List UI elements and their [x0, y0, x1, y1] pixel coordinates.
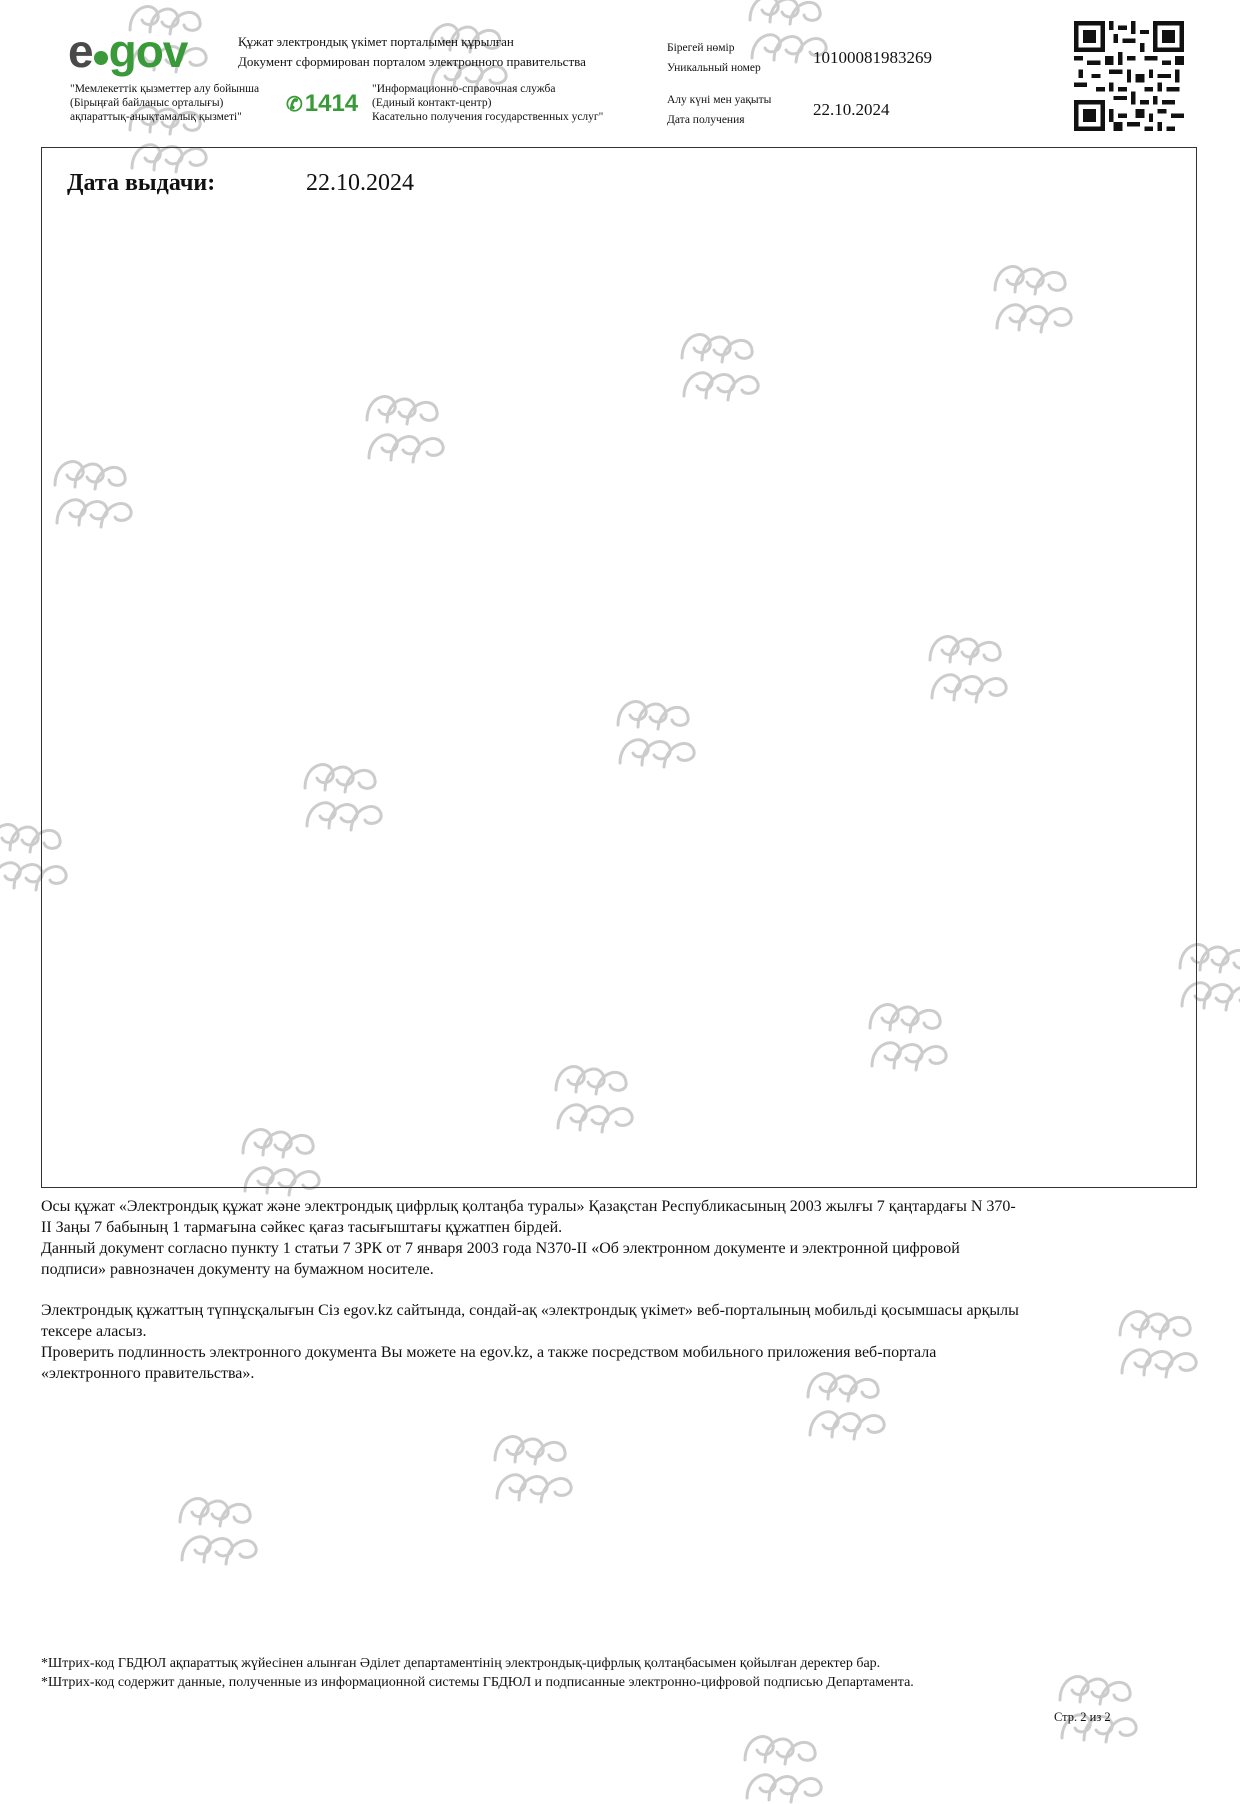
- portal-caption-kz: Құжат электрондық үкімет порталымен құрылған: [238, 34, 514, 49]
- portal-caption-ru: Документ сформирован порталом электронного правительства: [238, 54, 586, 69]
- logo-e: e: [68, 25, 93, 77]
- egov-logo[interactable]: [68, 25, 188, 77]
- date-received: 22.10.2024: [813, 100, 890, 119]
- service-kz-line: ақпараттық-анықтамалық қызметі": [70, 111, 242, 123]
- verify-kz-line: Электрондық құжаттың түпнұсқалығын Сіз egov.kz сайтында, сондай-ақ «электрондық үкімет» веб-порталының мобильді қосымшасы арқылы: [41, 1302, 1019, 1319]
- unique-number: 10100081983269: [813, 48, 932, 67]
- logo-gov: gov: [108, 25, 188, 77]
- watermark-ornament: [170, 1482, 266, 1566]
- service-info-ru: [372, 82, 603, 124]
- document-frame: [41, 147, 1197, 1188]
- page-number: Стр. 2 из 2: [1054, 1710, 1111, 1724]
- legal-ru-line: Данный документ согласно пункту 1 статьи 7 ЗРК от 7 января 2003 года N370-II «Об электронном документе и электронной цифровой: [41, 1240, 960, 1257]
- service-ru-line: "Информационно-справочная служба: [372, 83, 556, 95]
- barcode-note-kz: *Штрих-код ГБДЮЛ ақпараттық жүйесінен алынған Әділет департаментінің электрондық-цифрлық қолтаңбасымен қойылған деректер бар.: [41, 1656, 881, 1671]
- date-label-ru: Дата получения: [667, 114, 745, 126]
- issue-date-value: 22.10.2024: [306, 170, 414, 196]
- unique-number-label: [667, 38, 761, 78]
- legal-statement: [41, 1196, 1201, 1280]
- service-ru-line: (Единый контакт-центр): [372, 97, 492, 109]
- legal-ru-line: подписи» равнозначен документу на бумажном носителе.: [41, 1261, 434, 1278]
- unique-label-ru: Уникальный номер: [667, 62, 761, 74]
- barcode-note: [41, 1654, 1201, 1692]
- issue-date-label: Дата выдачи:: [67, 170, 216, 196]
- unique-label-kz: Бірегей нөмір: [667, 42, 735, 54]
- portal-caption: [238, 32, 586, 72]
- date-label-kz: Алу күні мен уақыты: [667, 94, 772, 106]
- verify-ru-line: «электронного правительства».: [41, 1365, 255, 1382]
- verify-ru-line: Проверить подлинность электронного документа Вы можете на egov.kz, а также посредством мобильного приложения веб-портала: [41, 1344, 937, 1361]
- service-info-kz: [70, 82, 259, 124]
- watermark-ornament: [485, 1420, 581, 1504]
- phone-number: 1414: [304, 90, 359, 117]
- legal-kz-line: Осы құжат «Электрондық құжат және электрондық цифрлық қолтаңба туралы» Қазақстан Республикасының 2003 жылғы 7 қаңтардағы N 370-: [41, 1198, 1016, 1215]
- contact-phone[interactable]: [286, 90, 358, 118]
- watermark-ornament: [735, 1720, 831, 1804]
- legal-kz-line: II Заңы 7 бабының 1 тармағына сәйкес қағаз тасығыштағы құжатпен бірдей.: [41, 1219, 563, 1236]
- qr-code: [1074, 20, 1184, 132]
- service-kz-line: (Бірыңғай байланыс орталығы): [70, 97, 224, 109]
- service-kz-line: "Мемлекеттік қызметтер алу бойынша: [70, 83, 260, 95]
- date-received-label: [667, 90, 771, 130]
- verification-statement: [41, 1300, 1201, 1384]
- logo-plus-icon: [94, 51, 108, 65]
- service-ru-line: Касательно получения государственных услуг": [372, 111, 604, 123]
- verify-kz-line: тексере аласыз.: [41, 1323, 147, 1340]
- phone-icon: ✆: [286, 94, 303, 116]
- barcode-note-ru: *Штрих-код содержит данные, полученные из информационной системы ГБДЮЛ и подписанные электронно-цифровой подписью Департамента.: [41, 1675, 914, 1690]
